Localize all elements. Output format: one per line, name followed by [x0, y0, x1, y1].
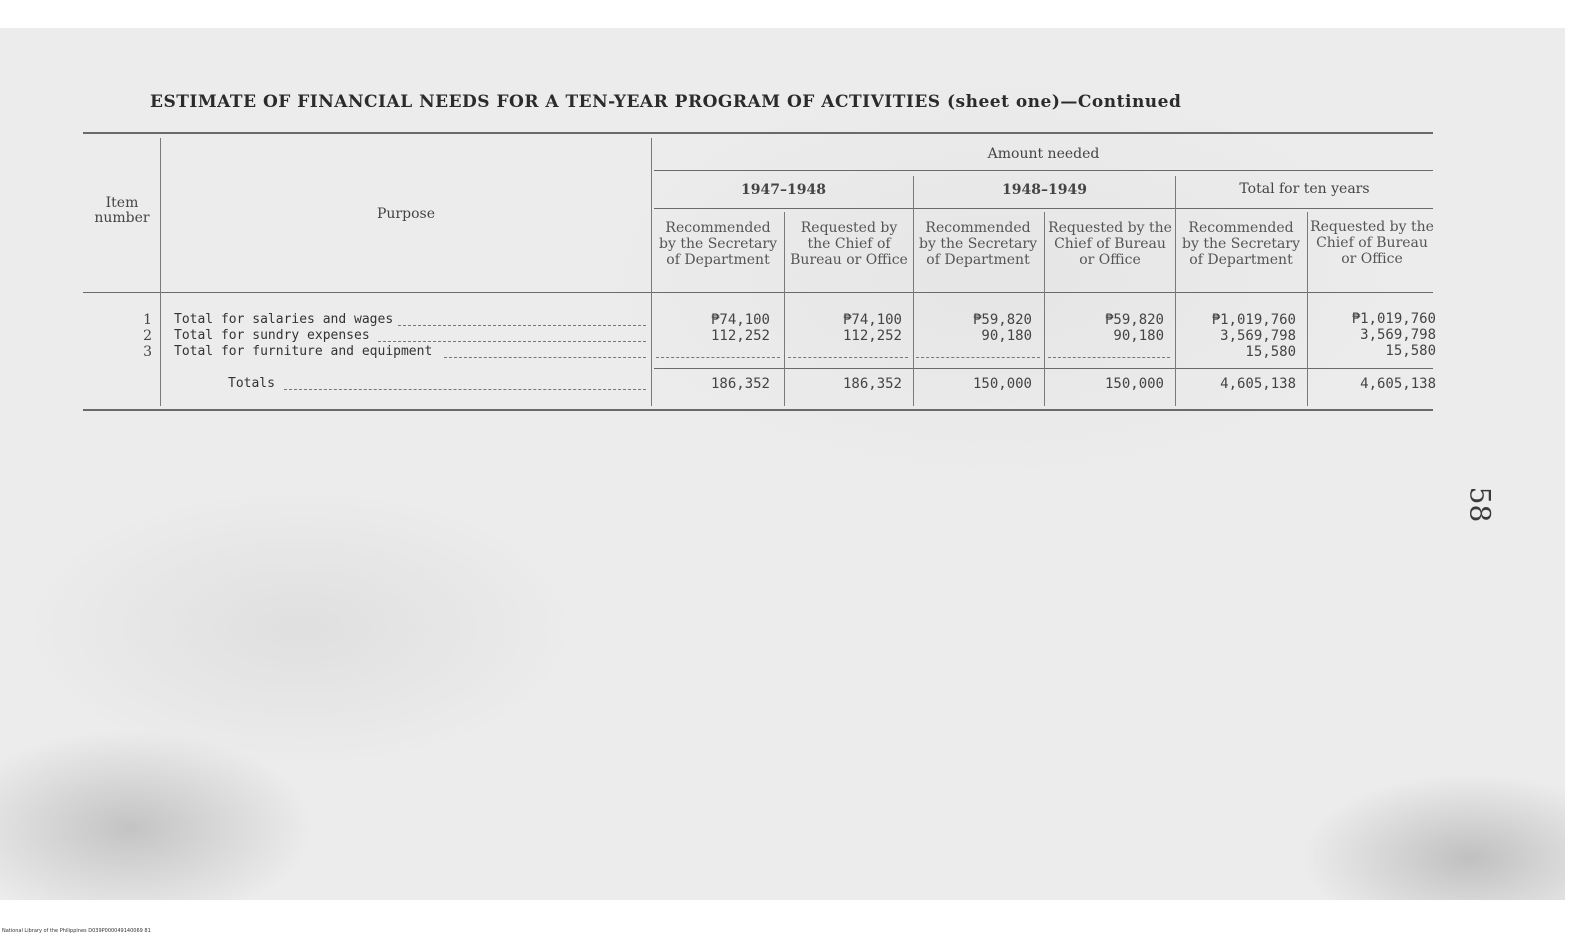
group-rule — [654, 208, 1433, 209]
row-1-value-3: ₱59,820 — [972, 312, 1032, 328]
header-bottom-rule — [83, 292, 1433, 293]
library-footer: National Library of the Philippines D039P000049140069 81 — [2, 928, 151, 934]
row-2-item: 2 — [143, 328, 152, 344]
totals-value-4: 150,000 — [1104, 376, 1164, 392]
vline-1948-end — [1175, 176, 1176, 406]
vline-item — [160, 138, 161, 406]
row-1-value-5: ₱1,019,760 — [1211, 312, 1296, 328]
row-2-value-6: 3,569,798 — [1360, 327, 1436, 343]
row-2-leader — [378, 341, 646, 342]
row-1-purpose: Total for salaries and wages — [174, 312, 394, 327]
row-3-leader-col-2 — [788, 357, 908, 358]
vline-total-mid — [1307, 212, 1308, 406]
row-2-value-2: 112,252 — [842, 328, 902, 344]
row-2-purpose: Total for sundry expenses — [174, 328, 370, 343]
group-header-total-ten-years: Total for ten years — [1239, 181, 1370, 197]
row-3-leader-col-4 — [1048, 357, 1170, 358]
row-3-leader — [444, 357, 646, 358]
row-3-purpose: Total for furniture and equipment — [174, 344, 433, 359]
totals-label: Totals — [228, 376, 275, 391]
page-number: 58 — [1463, 486, 1497, 523]
group-header-1947-1948: 1947–1948 — [741, 182, 826, 198]
row-2-value-5: 3,569,798 — [1220, 328, 1296, 344]
totals-value-5: 4,605,138 — [1220, 376, 1296, 392]
totals-value-1: 186,352 — [710, 376, 770, 392]
subheader-requested-total: Requested by the Chief of Bureau or Office — [1310, 219, 1434, 267]
row-1-value-6: ₱1,019,760 — [1351, 311, 1436, 327]
subheader-recommended-1947: Recommended by the Secretary of Department — [659, 220, 777, 268]
purpose-header: Purpose — [377, 206, 435, 222]
vline-1947-end — [913, 176, 914, 406]
table-bottom-rule — [83, 409, 1433, 411]
row-1-leader — [398, 325, 646, 326]
subheader-recommended-total: Recommended by the Secretary of Department — [1182, 220, 1300, 268]
row-2-value-4: 90,180 — [1113, 328, 1164, 344]
subheader-requested-1947: Requested by the Chief of Bureau or Office — [790, 220, 908, 268]
table-top-rule — [83, 132, 1433, 134]
row-3-leader-col-3 — [916, 357, 1040, 358]
row-1-item: 1 — [143, 312, 152, 328]
subheader-requested-1948: Requested by the Chief of Bureau or Office — [1048, 220, 1172, 268]
row-3-value-5: 15,580 — [1245, 344, 1296, 360]
item-number-header: Item number — [94, 195, 150, 226]
row-1-value-1: ₱74,100 — [710, 312, 770, 328]
totals-value-2: 186,352 — [842, 376, 902, 392]
row-2-value-1: 112,252 — [710, 328, 770, 344]
amount-rule — [654, 170, 1433, 171]
row-3-value-6: 15,580 — [1385, 343, 1436, 359]
vline-1947-mid — [784, 212, 785, 406]
totals-value-3: 150,000 — [972, 376, 1032, 392]
subheader-recommended-1948: Recommended by the Secretary of Department — [919, 220, 1037, 268]
row-1-value-4: ₱59,820 — [1104, 312, 1164, 328]
group-header-1948-1949: 1948–1949 — [1002, 182, 1087, 198]
row-1-value-2: ₱74,100 — [842, 312, 902, 328]
row-2-value-3: 90,180 — [981, 328, 1032, 344]
totals-value-6: 4,605,138 — [1360, 376, 1436, 392]
row-3-leader-col-1 — [656, 357, 780, 358]
page-title: ESTIMATE OF FINANCIAL NEEDS FOR A TEN-YEAR PROGRAM OF ACTIVITIES (sheet one)—Continued — [150, 92, 1182, 112]
totals-leader — [284, 389, 646, 390]
vline-purpose — [651, 138, 652, 406]
amount-needed-header: Amount needed — [987, 146, 1100, 162]
row-3-item: 3 — [143, 344, 152, 360]
vline-1948-mid — [1044, 212, 1045, 406]
